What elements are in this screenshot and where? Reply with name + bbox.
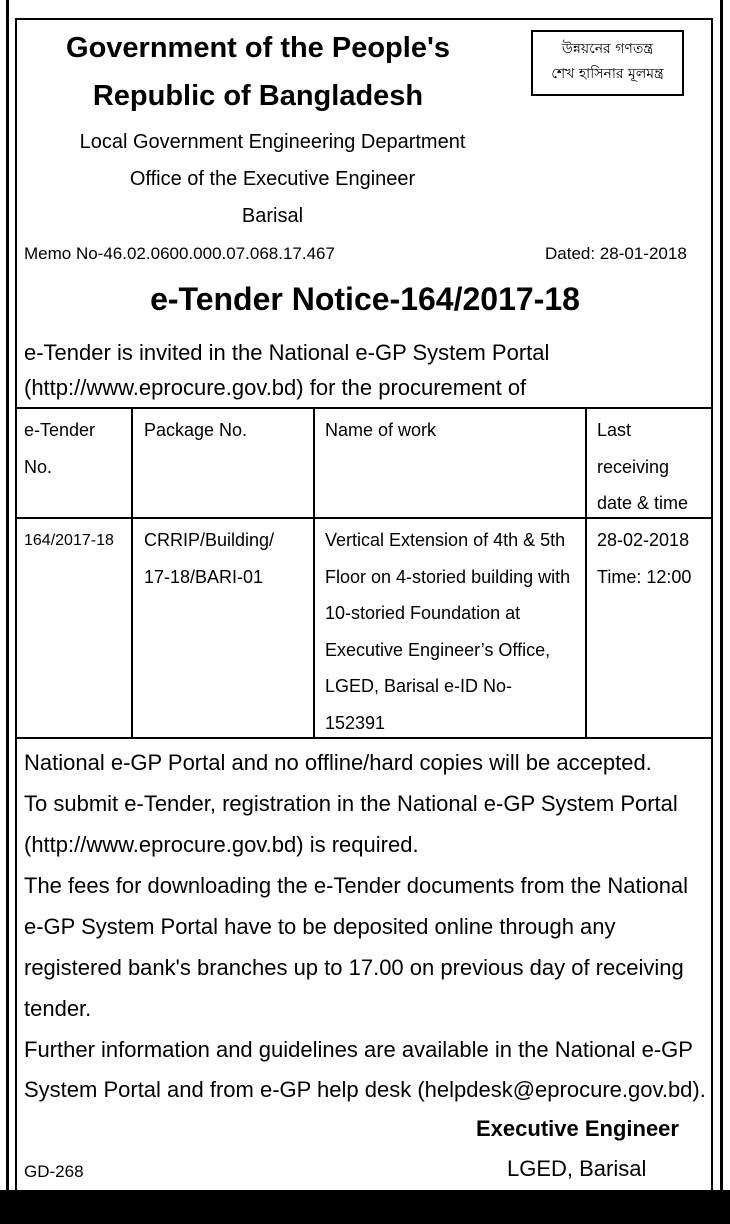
table-border-top (15, 407, 712, 409)
row-package-no: CRRIP/Building/ 17-18/BARI-01 (144, 530, 275, 587)
tender-table (15, 407, 712, 739)
slogan-stamp (531, 30, 684, 96)
table-col-divider-2 (313, 407, 315, 739)
row-last-date: 28-02-2018 Time: 12:00 (597, 530, 692, 587)
signature-office: LGED, Barisal (507, 1156, 647, 1181)
government-title-line1: Government of the People's (66, 32, 450, 64)
body-line: The fees for downloading the e-Tender documents from the National (24, 873, 689, 898)
body-line: e-GP System Portal have to be deposited online through any (24, 914, 616, 939)
bottom-black-band (0, 1190, 730, 1224)
table-col-divider-3 (585, 407, 587, 739)
header-last-date: Last receiving date & time (597, 420, 689, 513)
notice-title: e-Tender Notice-164/2017-18 (150, 281, 580, 317)
body-line: Further information and guidelines are available in the National e-GP (24, 1037, 693, 1062)
row-name-of-work: Vertical Extension of 4th & 5th Floor on 4-storied building with 10-storied Foundation at Executive Engineer’s Office, LGED, Barisal e-ID No- 152391 (325, 530, 571, 733)
body-line: tender. (24, 996, 92, 1021)
page-border-left-outer (6, 0, 9, 1190)
office-location: Barisal (241, 205, 304, 227)
page-border-top (15, 18, 713, 20)
department-name: Local Government Engineering Department (79, 131, 466, 153)
table-col-divider-1 (131, 407, 133, 739)
body-line: (http://www.eprocure.gov.bd) is required. (24, 832, 419, 857)
slogan-line2: শেখ হাসিনার মূলমন্ত্র (551, 66, 664, 82)
body-line: registered bank's branches up to 17.00 on previous day of receiving (24, 955, 684, 980)
signature-title: Executive Engineer (476, 1116, 679, 1141)
body-line: To submit e-Tender, registration in the National e-GP System Portal (24, 791, 678, 816)
intro-line1: e-Tender is invited in the National e-GP System Portal (24, 340, 550, 365)
office-name: Office of the Executive Engineer (129, 168, 416, 190)
body-line: National e-GP Portal and no offline/hard copies will be accepted. (24, 750, 652, 775)
header-name-of-work: Name of work (325, 420, 437, 440)
memo-date: Dated: 28-01-2018 (545, 244, 687, 263)
government-title-line2: Republic of Bangladesh (92, 80, 424, 112)
intro-line2: (http://www.eprocure.gov.bd) for the procurement of (24, 375, 527, 400)
memo-number: Memo No-46.02.0600.000.07.068.17.467 (24, 244, 335, 263)
body-line: System Portal and from e-GP help desk (helpdesk@eprocure.gov.bd). (24, 1077, 706, 1102)
header-tender-no: e-Tender No. (24, 420, 96, 477)
header-package-no: Package No. (144, 420, 248, 440)
slogan-line1: উন্নয়নের গণতন্ত্র (561, 41, 654, 57)
page-border-right-outer (720, 0, 723, 1190)
row-tender-no: 164/2017-18 (24, 532, 114, 549)
reference-code: GD-268 (24, 1162, 84, 1181)
